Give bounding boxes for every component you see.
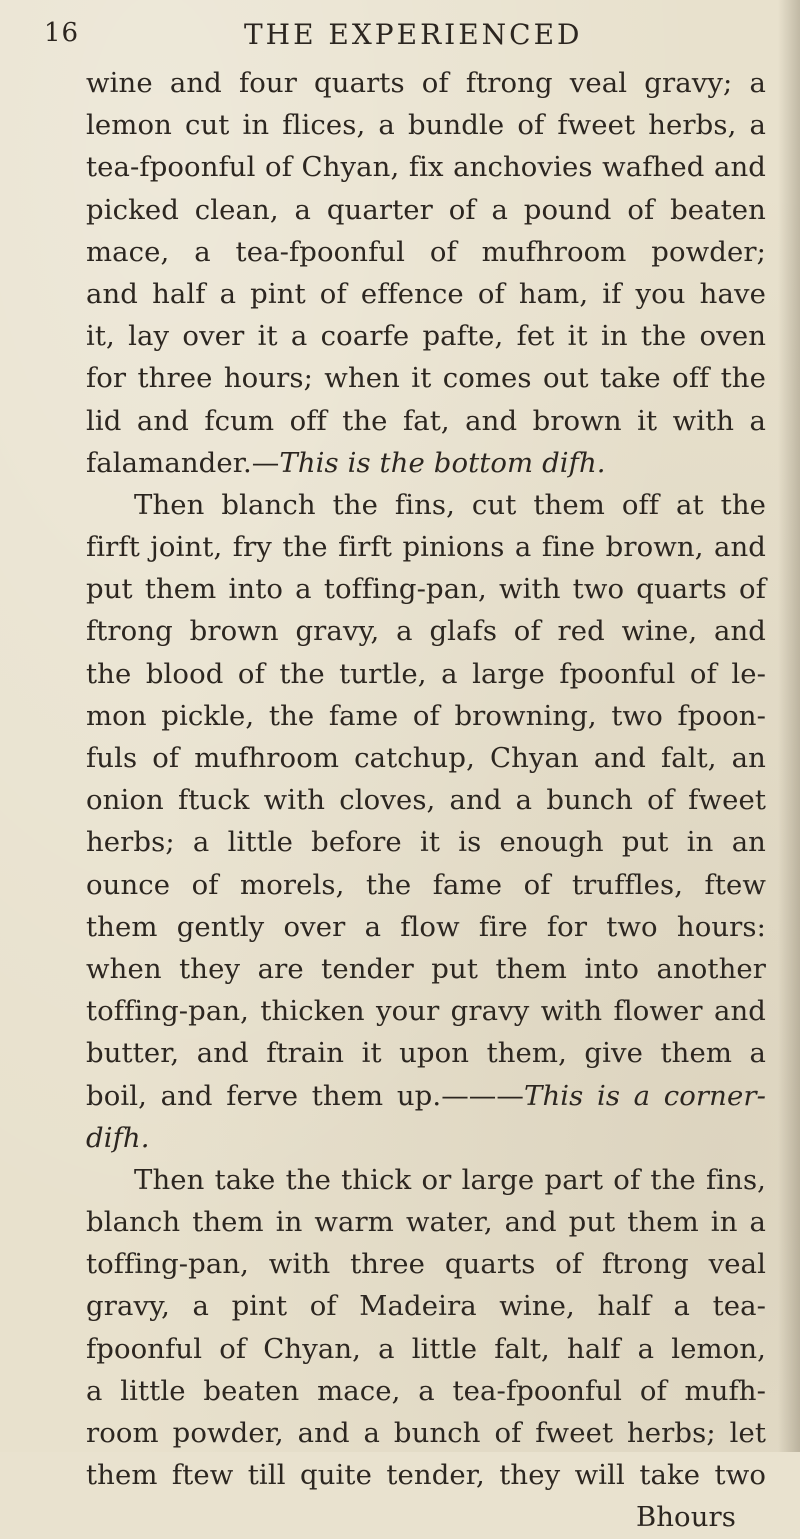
text-line-body: tea-fpoonful of Chyan, fix anchovies wafhed and — [86, 151, 766, 184]
text-line-body: lemon cut in flices, a bundle of fweet herbs, a — [86, 109, 766, 142]
text-line — [86, 1370, 766, 1412]
text-line-body: onion ftuck with cloves, and a bunch of fweet — [86, 784, 766, 817]
text-line — [86, 357, 766, 399]
text-line-body: blanch them in warm water, and put them in a — [86, 1206, 766, 1239]
text-line-body: a little beaten mace, a tea-fpoonful of mufh- — [86, 1374, 766, 1407]
text-line-body: ftrong brown gravy, a glafs of red wine, and — [86, 615, 766, 648]
text-line — [86, 189, 766, 231]
text-line — [86, 442, 766, 484]
text-line-body: mace, a tea-fpoonful of mufhroom powder; — [86, 235, 766, 268]
text-line — [86, 526, 766, 568]
text-line — [86, 1117, 766, 1159]
text-line-body: Then take the thick or large part of the fins, — [134, 1163, 766, 1196]
text-line-body: put them into a toffing-pan, with two quarts of — [86, 573, 766, 606]
text-line — [86, 231, 766, 273]
text-line — [86, 1243, 766, 1285]
text-line-body: boil, and ferve them up.——— — [86, 1079, 524, 1112]
text-line-body: ounce of morels, the fame of truffles, ftew — [86, 868, 766, 901]
text-line-italic: This is the bottom difh. — [279, 446, 606, 479]
signature-line — [86, 1496, 766, 1538]
text-line-body: mon pickle, the fame of browning, two fpoon- — [86, 699, 766, 732]
page-edge-shadow — [778, 0, 800, 1452]
text-line — [86, 1328, 766, 1370]
text-line-body: falamander.— — [86, 446, 280, 479]
text-line-body: toffing-pan, with three quarts of ftrong veal — [86, 1248, 766, 1281]
text-line — [86, 864, 766, 906]
text-line — [86, 273, 766, 315]
text-line — [86, 484, 766, 526]
page-header — [44, 18, 740, 58]
text-line-body: when they are tender put them into another — [86, 952, 766, 985]
text-line-body: Then blanch the fins, cut them off at the — [134, 488, 766, 521]
text-line — [86, 610, 766, 652]
text-line-italic: difh. — [86, 1121, 150, 1154]
text-line-body: them gently over a flow fire for two hours: — [86, 910, 766, 943]
text-line-body: picked clean, a quarter of a pound of beaten — [86, 193, 766, 226]
text-line-body: for three hours; when it comes out take off the — [86, 362, 766, 395]
text-line — [86, 1032, 766, 1074]
text-line — [86, 104, 766, 146]
text-line — [86, 821, 766, 863]
text-line — [86, 1075, 766, 1117]
text-line — [86, 315, 766, 357]
running-head: THE EXPERIENCED — [244, 18, 583, 51]
text-line — [86, 400, 766, 442]
text-line — [86, 1285, 766, 1327]
text-line — [86, 737, 766, 779]
body-text — [86, 62, 766, 1539]
text-line-body: room powder, and a bunch of fweet herbs; let — [86, 1417, 766, 1449]
text-line — [86, 990, 766, 1032]
text-line — [86, 695, 766, 737]
text-line-body: lid and fcum off the fat, and brown it with a — [86, 404, 766, 437]
signature-mark: B — [635, 1501, 657, 1534]
text-line — [86, 1159, 766, 1201]
text-line-body: gravy, a pint of Madeira wine, half a tea- — [86, 1290, 766, 1323]
text-line — [86, 948, 766, 990]
page-number: 16 — [44, 18, 80, 48]
text-line — [86, 1412, 766, 1454]
text-line-body: fpoonful of Chyan, a little falt, half a lemon, — [86, 1332, 766, 1365]
text-line — [86, 1454, 766, 1496]
text-line-body: and half a pint of effence of ham, if you have — [86, 277, 766, 310]
text-line-body: toffing-pan, thicken your gravy with flower and — [86, 995, 766, 1028]
text-line-body: herbs; a little before it is enough put in an — [86, 826, 766, 859]
text-line — [86, 1201, 766, 1243]
text-line-body: them ftew till quite tender, they will take two — [86, 1459, 766, 1492]
text-line-body: the blood of the turtle, a large fpoonful of le- — [86, 657, 766, 690]
text-line-body: fuls of mufhroom catchup, Chyan and falt, an — [86, 742, 766, 774]
text-line — [86, 779, 766, 821]
text-line-body: it, lay over it a coarfe pafte, fet it in the oven — [86, 320, 766, 353]
text-line — [86, 906, 766, 948]
text-line — [86, 146, 766, 188]
text-line-body: butter, and ftrain it upon them, give them a — [86, 1037, 766, 1070]
catchword: hours — [656, 1501, 736, 1534]
text-line-body: firft joint, fry the firft pinions a fine brown, and — [86, 531, 766, 564]
text-line-body: wine and four quarts of ftrong veal gravy; a — [86, 67, 766, 99]
text-line — [86, 568, 766, 610]
text-line — [86, 653, 766, 695]
text-line-italic: This is a corner- — [524, 1079, 766, 1112]
text-line — [86, 62, 766, 104]
